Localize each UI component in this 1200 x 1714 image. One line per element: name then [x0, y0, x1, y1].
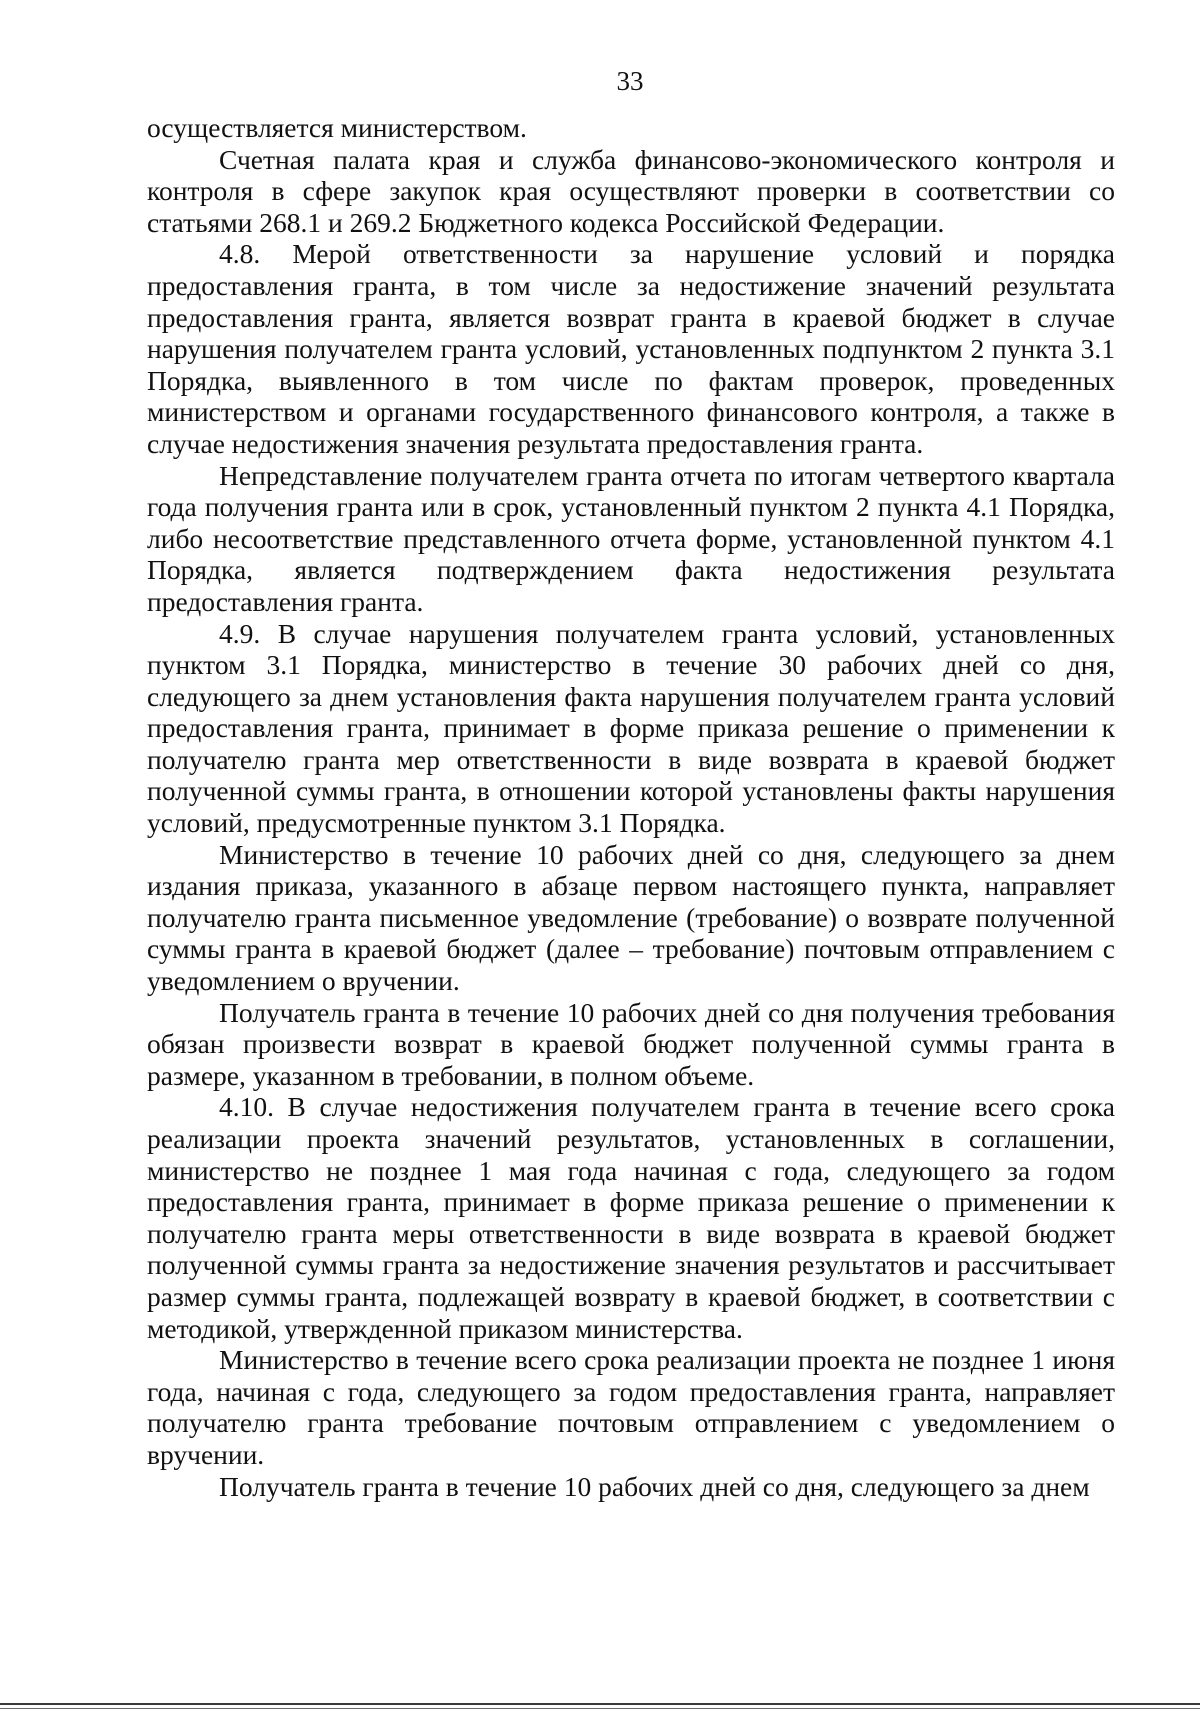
- paragraph-continuation: осуществляется министерством.: [147, 112, 527, 143]
- paragraph-4-8: 4.8. Мерой ответственности за нарушение условий и порядка предоставления гранта, в том числе за недостижение значений результата предоставления гранта, является возврат гранта в краевой бюджет в случае нарушения получателем гранта условий, установленных подпунктом 2 пункта 3.1 Порядка, выявленного в том числе по фактам проверок, проведенных министерством и органами государственного финансового контроля, а также в случае недостижения значения результата предоставления гранта.: [147, 238, 1115, 459]
- paragraph-4-9: 4.9. В случае нарушения получателем гранта условий, установленных пунктом 3.1 Порядка, министерство в течение 30 рабочих дней со дня, следующего за днем установления факта нарушения получателем гранта условий предоставления гранта, принимает в форме приказа решение о применении к получателю гранта мер ответственности в виде возврата в краевой бюджет полученной суммы гранта, в отношении которой установлены факты нарушения условий, предусмотренные пунктом 3.1 Порядка.: [147, 617, 1115, 839]
- document-body: [147, 112, 1115, 1502]
- paragraph-final-fragment: Получатель гранта в течение 10 рабочих дней со дня, следующего за днем: [219, 1470, 1090, 1502]
- paragraph-notification: Министерство в течение 10 рабочих дней со дня, следующего за днем издания приказа, указанного в абзаце первом настоящего пункта, направляет получателю гранта письменное уведомление (требование) о возврате полученной суммы гранта в краевой бюджет (далее – требование) почтовым отправлением с уведомлением о вручении.: [147, 838, 1115, 997]
- paragraph-audit: Счетная палата края и служба финансово-экономического контроля и контроля в сфере закупок края осуществляют проверки в соответствии со статьями 268.1 и 269.2 Бюджетного кодекса Российской Федерации.: [147, 143, 1115, 238]
- paragraph-refund: Получатель гранта в течение 10 рабочих дней со дня получения требования обязан произвести возврат в краевой бюджет полученной суммы гранта в размере, указанном в требовании, в полном объеме.: [147, 996, 1115, 1091]
- page-number: 33: [616, 66, 644, 96]
- paragraph-june-requirement: Министерство в течение всего срока реализации проекта не позднее 1 июня года, начиная с года, следующего за годом предоставления гранта, направляет получателю гранта требование почтовым отправлением с уведомлением о вручении.: [147, 1344, 1115, 1470]
- scan-edge-line-secondary: [0, 1708, 1200, 1709]
- paragraph-4-10: 4.10. В случае недостижения получателем гранта в течение всего срока реализации проекта значений результатов, установленных в соглашении, министерство не позднее 1 мая года начиная с года, следующего за годом предоставления гранта, принимает в форме приказа решение о применении к получателю гранта меры ответственности в виде возврата в краевой бюджет полученной суммы гранта за недостижение значения результатов и рассчитывает размер суммы гранта, подлежащей возврату в краевой бюджет, в соответствии с методикой, утвержденной приказом министерства.: [147, 1091, 1115, 1344]
- paragraph-report-failure: Непредставление получателем гранта отчета по итогам четвертого квартала года получения гранта или в срок, установленный пунктом 2 пункта 4.1 Порядка, либо несоответствие представленного отчета форме, установленной пунктом 4.1 Порядка, является подтверждением факта недостижения результата предоставления гранта.: [147, 459, 1115, 617]
- scan-edge-line: [0, 1703, 1200, 1705]
